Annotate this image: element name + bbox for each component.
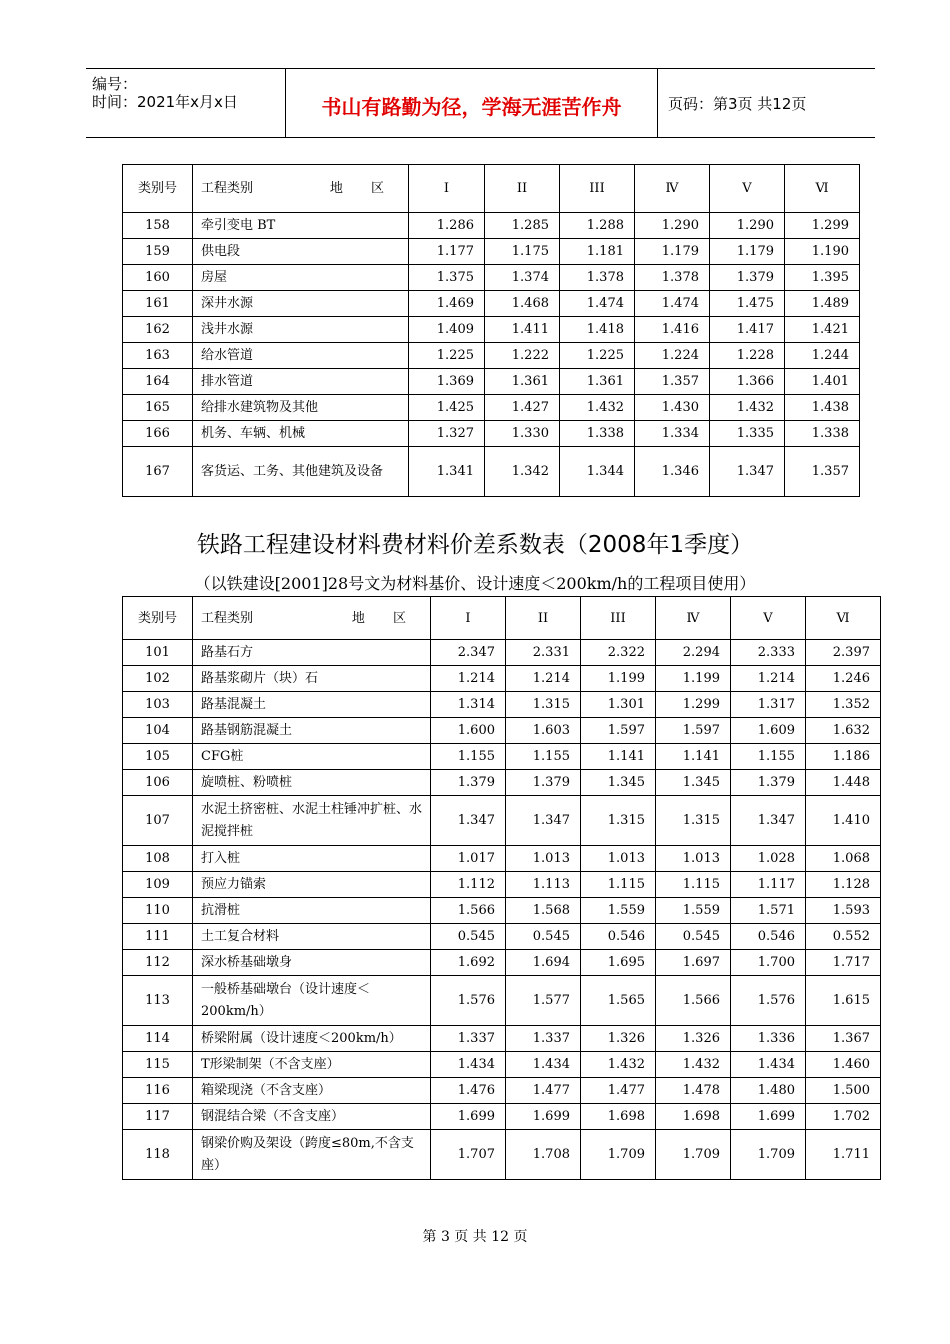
cell-coefficient-region-1: 1.314 xyxy=(431,692,506,718)
table-row xyxy=(123,1104,881,1130)
cell-project-type: 桥梁附属（设计速度＜200km/h） xyxy=(193,1026,431,1052)
table-row xyxy=(123,447,860,497)
cell-category-id: 109 xyxy=(123,872,193,898)
cell-coefficient-region-3: 1.474 xyxy=(560,291,635,317)
cell-coefficient-region-1: 1.327 xyxy=(409,421,485,447)
cell-category-id: 112 xyxy=(123,950,193,976)
cell-coefficient-region-1: 1.017 xyxy=(431,846,506,872)
cell-coefficient-region-3: 1.477 xyxy=(581,1078,656,1104)
cell-project-type: T形梁制架（不含支座） xyxy=(193,1052,431,1078)
cell-category-id: 106 xyxy=(123,770,193,796)
cell-coefficient-region-3: 1.597 xyxy=(581,718,656,744)
cell-coefficient-region-5: 1.347 xyxy=(731,796,806,846)
column-header-category-name xyxy=(193,165,409,213)
column-header-region-4: Ⅳ xyxy=(656,597,731,640)
page-header xyxy=(86,68,875,138)
cell-category-id: 117 xyxy=(123,1104,193,1130)
column-header-project-type: 工程类别 xyxy=(201,610,254,626)
cell-coefficient-region-3: 1.698 xyxy=(581,1104,656,1130)
cell-coefficient-region-1: 1.476 xyxy=(431,1078,506,1104)
cell-project-type: 路基石方 xyxy=(193,640,431,666)
table-row xyxy=(123,317,860,343)
cell-coefficient-region-2: 1.374 xyxy=(485,265,560,291)
header-motto-cell xyxy=(286,69,658,137)
cell-coefficient-region-2: 1.175 xyxy=(485,239,560,265)
cell-coefficient-region-1: 1.286 xyxy=(409,213,485,239)
table-row xyxy=(123,1052,881,1078)
cell-coefficient-region-4: 1.315 xyxy=(656,796,731,846)
cell-coefficient-region-3: 1.559 xyxy=(581,898,656,924)
cell-coefficient-region-1: 1.699 xyxy=(431,1104,506,1130)
cell-category-id: 102 xyxy=(123,666,193,692)
cell-coefficient-region-1: 1.600 xyxy=(431,718,506,744)
cell-coefficient-region-1: 1.379 xyxy=(431,770,506,796)
cell-category-id: 163 xyxy=(123,343,193,369)
cell-project-type: 客货运、工务、其他建筑及设备 xyxy=(193,447,409,497)
cell-coefficient-region-6: 1.367 xyxy=(806,1026,881,1052)
column-header-region: 地 区 xyxy=(351,610,418,626)
cell-category-id: 114 xyxy=(123,1026,193,1052)
cell-category-id: 101 xyxy=(123,640,193,666)
table-row xyxy=(123,265,860,291)
table-row xyxy=(123,950,881,976)
cell-coefficient-region-3: 1.141 xyxy=(581,744,656,770)
cell-coefficient-region-5: 1.336 xyxy=(731,1026,806,1052)
cell-coefficient-region-4: 1.432 xyxy=(656,1052,731,1078)
cell-coefficient-region-2: 1.155 xyxy=(506,744,581,770)
cell-coefficient-region-3: 1.695 xyxy=(581,950,656,976)
cell-coefficient-region-1: 1.337 xyxy=(431,1026,506,1052)
table-row xyxy=(123,924,881,950)
table-title: 铁路工程建设材料费材料价差系数表（2008年1季度） xyxy=(196,532,754,558)
header-meta xyxy=(86,69,286,137)
cell-coefficient-region-3: 1.225 xyxy=(560,343,635,369)
cell-coefficient-region-3: 1.344 xyxy=(560,447,635,497)
cell-coefficient-region-5: 1.317 xyxy=(731,692,806,718)
table-row xyxy=(123,421,860,447)
material-price-coefficient-table xyxy=(122,596,881,1180)
cell-coefficient-region-6: 1.128 xyxy=(806,872,881,898)
cell-category-id: 110 xyxy=(123,898,193,924)
table-row xyxy=(123,1026,881,1052)
table-row xyxy=(123,770,881,796)
cell-project-type: 抗滑桩 xyxy=(193,898,431,924)
cell-coefficient-region-1: 1.469 xyxy=(409,291,485,317)
cell-coefficient-region-6: 1.717 xyxy=(806,950,881,976)
cell-coefficient-region-6: 1.593 xyxy=(806,898,881,924)
cell-coefficient-region-5: 1.417 xyxy=(710,317,785,343)
cell-coefficient-region-6: 0.552 xyxy=(806,924,881,950)
cell-coefficient-region-6: 1.401 xyxy=(785,369,860,395)
cell-coefficient-region-6: 1.190 xyxy=(785,239,860,265)
table-row xyxy=(123,640,881,666)
cell-coefficient-region-3: 1.338 xyxy=(560,421,635,447)
cell-coefficient-region-5: 1.480 xyxy=(731,1078,806,1104)
cell-coefficient-region-6: 1.500 xyxy=(806,1078,881,1104)
cell-coefficient-region-1: 1.425 xyxy=(409,395,485,421)
column-header-region-3: III xyxy=(560,165,635,213)
cell-coefficient-region-2: 1.342 xyxy=(485,447,560,497)
cell-coefficient-region-5: 1.576 xyxy=(731,976,806,1026)
cell-coefficient-region-6: 1.246 xyxy=(806,666,881,692)
cell-coefficient-region-3: 1.432 xyxy=(581,1052,656,1078)
table-row xyxy=(123,898,881,924)
cell-coefficient-region-5: 1.366 xyxy=(710,369,785,395)
cell-coefficient-region-2: 1.427 xyxy=(485,395,560,421)
cell-coefficient-region-1: 1.155 xyxy=(431,744,506,770)
cell-coefficient-region-4: 1.346 xyxy=(635,447,710,497)
column-header-region-1: I xyxy=(409,165,485,213)
cell-project-type: 给排水建筑物及其他 xyxy=(193,395,409,421)
cell-coefficient-region-1: 1.177 xyxy=(409,239,485,265)
cell-coefficient-region-1: 1.341 xyxy=(409,447,485,497)
cell-coefficient-region-6: 1.299 xyxy=(785,213,860,239)
column-header-region-5: V xyxy=(710,165,785,213)
cell-coefficient-region-5: 1.700 xyxy=(731,950,806,976)
document-time-label: 时间：2021年x月x日 xyxy=(92,93,238,111)
cell-coefficient-region-4: 2.294 xyxy=(656,640,731,666)
cell-coefficient-region-1: 1.347 xyxy=(431,796,506,846)
cell-category-id: 107 xyxy=(123,796,193,846)
cell-coefficient-region-4: 1.115 xyxy=(656,872,731,898)
cell-coefficient-region-2: 1.411 xyxy=(485,317,560,343)
cell-project-type: 钢混结合梁（不含支座） xyxy=(193,1104,431,1130)
cell-category-id: 159 xyxy=(123,239,193,265)
cell-coefficient-region-1: 1.692 xyxy=(431,950,506,976)
cell-coefficient-region-2: 1.699 xyxy=(506,1104,581,1130)
cell-coefficient-region-4: 1.378 xyxy=(635,265,710,291)
table-row xyxy=(123,213,860,239)
cell-category-id: 105 xyxy=(123,744,193,770)
cell-coefficient-region-4: 0.545 xyxy=(656,924,731,950)
cell-coefficient-region-4: 1.345 xyxy=(656,770,731,796)
cell-coefficient-region-2: 1.013 xyxy=(506,846,581,872)
cell-project-type: 一般桥基础墩台（设计速度＜200km/h） xyxy=(193,976,431,1026)
cell-category-id: 113 xyxy=(123,976,193,1026)
table-row xyxy=(123,718,881,744)
cell-coefficient-region-1: 1.375 xyxy=(409,265,485,291)
cell-coefficient-region-6: 1.395 xyxy=(785,265,860,291)
cell-project-type: 路基钢筋混凝土 xyxy=(193,718,431,744)
cell-coefficient-region-6: 1.632 xyxy=(806,718,881,744)
cell-coefficient-region-2: 2.331 xyxy=(506,640,581,666)
cell-coefficient-region-6: 1.338 xyxy=(785,421,860,447)
cell-coefficient-region-6: 1.068 xyxy=(806,846,881,872)
cell-coefficient-region-2: 1.568 xyxy=(506,898,581,924)
cell-coefficient-region-3: 1.418 xyxy=(560,317,635,343)
cell-coefficient-region-3: 1.301 xyxy=(581,692,656,718)
cell-coefficient-region-6: 1.702 xyxy=(806,1104,881,1130)
cell-coefficient-region-1: 1.409 xyxy=(409,317,485,343)
table-subtitle: （以铁建设[2001]28号文为材料基价、设计速度＜200km/h的工程项目使用） xyxy=(194,574,756,593)
cell-project-type: 路基浆砌片（块）石 xyxy=(193,666,431,692)
column-header-project-type: 工程类别 xyxy=(201,181,254,196)
cell-coefficient-region-5: 1.709 xyxy=(731,1130,806,1180)
page-footer: 第 3 页 共 12 页 xyxy=(422,1229,528,1245)
cell-coefficient-region-2: 1.694 xyxy=(506,950,581,976)
cell-project-type: 路基混凝土 xyxy=(193,692,431,718)
cell-coefficient-region-1: 1.369 xyxy=(409,369,485,395)
cell-project-type: 土工复合材料 xyxy=(193,924,431,950)
cell-project-type: 打入桩 xyxy=(193,846,431,872)
cell-coefficient-region-4: 1.326 xyxy=(656,1026,731,1052)
cell-project-type: 机务、车辆、机械 xyxy=(193,421,409,447)
cell-project-type: 牵引变电 BT xyxy=(193,213,409,239)
cell-project-type: 房屋 xyxy=(193,265,409,291)
cell-category-id: 160 xyxy=(123,265,193,291)
column-header-region-6: Ⅵ xyxy=(806,597,881,640)
cell-coefficient-region-3: 1.361 xyxy=(560,369,635,395)
cell-coefficient-region-4: 1.290 xyxy=(635,213,710,239)
cell-category-id: 118 xyxy=(123,1130,193,1180)
column-header-category-id: 类别号 xyxy=(123,597,193,640)
cell-coefficient-region-5: 1.214 xyxy=(731,666,806,692)
table1-body xyxy=(123,213,860,497)
cell-coefficient-region-4: 1.597 xyxy=(656,718,731,744)
table-row xyxy=(123,976,881,1026)
cell-category-id: 161 xyxy=(123,291,193,317)
header-page-info: 页码：第3页 共12页 xyxy=(668,95,807,113)
cell-coefficient-region-1: 1.214 xyxy=(431,666,506,692)
cell-coefficient-region-5: 1.028 xyxy=(731,846,806,872)
cell-coefficient-region-5: 1.699 xyxy=(731,1104,806,1130)
cell-coefficient-region-6: 1.448 xyxy=(806,770,881,796)
cell-coefficient-region-5: 2.333 xyxy=(731,640,806,666)
cell-coefficient-region-2: 1.222 xyxy=(485,343,560,369)
cell-coefficient-region-3: 0.546 xyxy=(581,924,656,950)
cell-coefficient-region-6: 1.357 xyxy=(785,447,860,497)
cell-coefficient-region-4: 1.430 xyxy=(635,395,710,421)
column-header-category-name xyxy=(193,597,431,640)
cell-coefficient-region-6: 1.460 xyxy=(806,1052,881,1078)
table-header-row xyxy=(123,597,881,640)
cell-coefficient-region-5: 1.434 xyxy=(731,1052,806,1078)
cell-coefficient-region-5: 1.475 xyxy=(710,291,785,317)
cell-coefficient-region-4: 1.334 xyxy=(635,421,710,447)
cell-coefficient-region-6: 1.410 xyxy=(806,796,881,846)
cell-category-id: 104 xyxy=(123,718,193,744)
header-page-cell xyxy=(658,69,875,137)
cell-coefficient-region-3: 1.565 xyxy=(581,976,656,1026)
column-header-region-5: V xyxy=(731,597,806,640)
cell-coefficient-region-1: 0.545 xyxy=(431,924,506,950)
cell-category-id: 165 xyxy=(123,395,193,421)
cell-coefficient-region-6: 1.615 xyxy=(806,976,881,1026)
cell-coefficient-region-4: 1.357 xyxy=(635,369,710,395)
cell-coefficient-region-3: 1.181 xyxy=(560,239,635,265)
cell-category-id: 166 xyxy=(123,421,193,447)
cell-coefficient-region-4: 1.416 xyxy=(635,317,710,343)
cell-coefficient-region-3: 1.199 xyxy=(581,666,656,692)
cell-coefficient-region-1: 2.347 xyxy=(431,640,506,666)
cell-coefficient-region-4: 1.697 xyxy=(656,950,731,976)
cell-coefficient-region-2: 1.434 xyxy=(506,1052,581,1078)
table-row xyxy=(123,395,860,421)
cell-category-id: 115 xyxy=(123,1052,193,1078)
cell-coefficient-region-5: 1.609 xyxy=(731,718,806,744)
cell-coefficient-region-2: 1.337 xyxy=(506,1026,581,1052)
cell-coefficient-region-4: 1.013 xyxy=(656,846,731,872)
cell-coefficient-region-3: 1.345 xyxy=(581,770,656,796)
cell-coefficient-region-5: 1.379 xyxy=(731,770,806,796)
table-row xyxy=(123,796,881,846)
cell-project-type: 给水管道 xyxy=(193,343,409,369)
cell-coefficient-region-6: 2.397 xyxy=(806,640,881,666)
cell-coefficient-region-2: 1.361 xyxy=(485,369,560,395)
cell-coefficient-region-2: 1.347 xyxy=(506,796,581,846)
cell-coefficient-region-2: 1.477 xyxy=(506,1078,581,1104)
column-header-region-4: Ⅳ xyxy=(635,165,710,213)
cell-category-id: 164 xyxy=(123,369,193,395)
cell-coefficient-region-4: 1.559 xyxy=(656,898,731,924)
cell-project-type: 预应力锚索 xyxy=(193,872,431,898)
table-row xyxy=(123,872,881,898)
table-row xyxy=(123,239,860,265)
cell-coefficient-region-6: 1.421 xyxy=(785,317,860,343)
cell-coefficient-region-3: 1.378 xyxy=(560,265,635,291)
cell-coefficient-region-5: 1.335 xyxy=(710,421,785,447)
cell-coefficient-region-3: 1.709 xyxy=(581,1130,656,1180)
cell-project-type: CFG桩 xyxy=(193,744,431,770)
cell-project-type: 旋喷桩、粉喷桩 xyxy=(193,770,431,796)
cell-coefficient-region-5: 1.155 xyxy=(731,744,806,770)
cell-coefficient-region-4: 1.224 xyxy=(635,343,710,369)
cell-coefficient-region-5: 1.347 xyxy=(710,447,785,497)
cell-project-type: 深水桥基础墩身 xyxy=(193,950,431,976)
cell-coefficient-region-3: 1.288 xyxy=(560,213,635,239)
cell-coefficient-region-4: 1.199 xyxy=(656,666,731,692)
cell-coefficient-region-3: 1.013 xyxy=(581,846,656,872)
column-header-region: 地 区 xyxy=(329,181,396,196)
table-row xyxy=(123,369,860,395)
cell-category-id: 162 xyxy=(123,317,193,343)
table-row xyxy=(123,343,860,369)
table-row xyxy=(123,1078,881,1104)
cell-coefficient-region-1: 1.707 xyxy=(431,1130,506,1180)
cell-coefficient-region-2: 0.545 xyxy=(506,924,581,950)
cell-coefficient-region-4: 1.566 xyxy=(656,976,731,1026)
cell-coefficient-region-2: 1.214 xyxy=(506,666,581,692)
cell-coefficient-region-6: 1.186 xyxy=(806,744,881,770)
cell-project-type: 深井水源 xyxy=(193,291,409,317)
cell-coefficient-region-2: 1.468 xyxy=(485,291,560,317)
cell-coefficient-region-6: 1.244 xyxy=(785,343,860,369)
cell-category-id: 116 xyxy=(123,1078,193,1104)
cell-coefficient-region-1: 1.566 xyxy=(431,898,506,924)
cell-coefficient-region-4: 1.299 xyxy=(656,692,731,718)
cell-coefficient-region-2: 1.379 xyxy=(506,770,581,796)
cell-project-type: 水泥土挤密桩、水泥土柱锤冲扩桩、水泥搅拌桩 xyxy=(193,796,431,846)
cell-coefficient-region-4: 1.478 xyxy=(656,1078,731,1104)
cell-coefficient-region-2: 1.603 xyxy=(506,718,581,744)
column-header-region-2: II xyxy=(506,597,581,640)
cell-project-type: 供电段 xyxy=(193,239,409,265)
cell-coefficient-region-5: 1.432 xyxy=(710,395,785,421)
cell-coefficient-region-6: 1.489 xyxy=(785,291,860,317)
cell-project-type: 浅井水源 xyxy=(193,317,409,343)
cell-coefficient-region-5: 1.117 xyxy=(731,872,806,898)
cell-coefficient-region-4: 1.698 xyxy=(656,1104,731,1130)
table-row xyxy=(123,1130,881,1180)
cell-category-id: 103 xyxy=(123,692,193,718)
cell-coefficient-region-4: 1.709 xyxy=(656,1130,731,1180)
table2-body xyxy=(123,640,881,1180)
table-row xyxy=(123,846,881,872)
coefficient-table-continued xyxy=(122,164,860,497)
cell-coefficient-region-5: 1.290 xyxy=(710,213,785,239)
cell-coefficient-region-3: 2.322 xyxy=(581,640,656,666)
cell-coefficient-region-4: 1.474 xyxy=(635,291,710,317)
cell-coefficient-region-2: 1.708 xyxy=(506,1130,581,1180)
column-header-category-id: 类别号 xyxy=(123,165,193,213)
cell-project-type: 排水管道 xyxy=(193,369,409,395)
column-header-region-2: II xyxy=(485,165,560,213)
cell-coefficient-region-3: 1.432 xyxy=(560,395,635,421)
cell-coefficient-region-3: 1.326 xyxy=(581,1026,656,1052)
cell-coefficient-region-5: 1.228 xyxy=(710,343,785,369)
cell-category-id: 111 xyxy=(123,924,193,950)
cell-coefficient-region-5: 0.546 xyxy=(731,924,806,950)
cell-category-id: 158 xyxy=(123,213,193,239)
cell-coefficient-region-2: 1.315 xyxy=(506,692,581,718)
cell-coefficient-region-4: 1.179 xyxy=(635,239,710,265)
table-row xyxy=(123,692,881,718)
cell-coefficient-region-1: 1.112 xyxy=(431,872,506,898)
cell-coefficient-region-3: 1.115 xyxy=(581,872,656,898)
cell-coefficient-region-2: 1.330 xyxy=(485,421,560,447)
cell-category-id: 108 xyxy=(123,846,193,872)
cell-coefficient-region-1: 1.576 xyxy=(431,976,506,1026)
table-row xyxy=(123,291,860,317)
cell-coefficient-region-4: 1.141 xyxy=(656,744,731,770)
column-header-region-6: Ⅵ xyxy=(785,165,860,213)
cell-project-type: 钢梁价购及架设（跨度≤80m,不含支座） xyxy=(193,1130,431,1180)
table-row xyxy=(123,666,881,692)
cell-coefficient-region-2: 1.113 xyxy=(506,872,581,898)
cell-coefficient-region-1: 1.434 xyxy=(431,1052,506,1078)
cell-coefficient-region-6: 1.438 xyxy=(785,395,860,421)
cell-coefficient-region-5: 1.379 xyxy=(710,265,785,291)
cell-coefficient-region-6: 1.352 xyxy=(806,692,881,718)
cell-category-id: 167 xyxy=(123,447,193,497)
cell-coefficient-region-5: 1.571 xyxy=(731,898,806,924)
cell-coefficient-region-6: 1.711 xyxy=(806,1130,881,1180)
column-header-region-1: I xyxy=(431,597,506,640)
cell-coefficient-region-2: 1.577 xyxy=(506,976,581,1026)
cell-coefficient-region-2: 1.285 xyxy=(485,213,560,239)
header-motto: 书山有路勤为径，学海无涯苦作舟 xyxy=(321,95,622,119)
cell-project-type: 箱梁现浇（不含支座） xyxy=(193,1078,431,1104)
cell-coefficient-region-3: 1.315 xyxy=(581,796,656,846)
column-header-region-3: III xyxy=(581,597,656,640)
document-code-label: 编号： xyxy=(92,75,138,93)
table-header-row xyxy=(123,165,860,213)
cell-coefficient-region-5: 1.179 xyxy=(710,239,785,265)
table-row xyxy=(123,744,881,770)
cell-coefficient-region-1: 1.225 xyxy=(409,343,485,369)
